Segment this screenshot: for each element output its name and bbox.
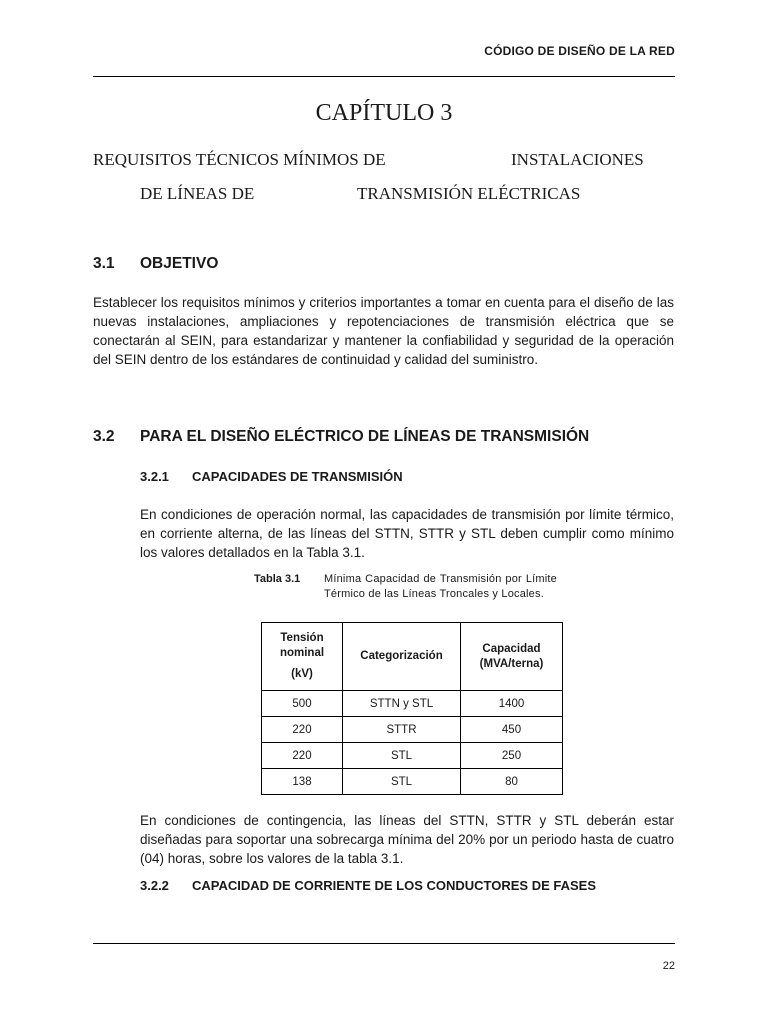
header-capacity: [461, 623, 563, 691]
page-number: 22: [662, 960, 675, 972]
table-header-row: [262, 623, 563, 691]
capacities-paragraph: En condiciones de operación normal, las capacidades de transmisión por límite térmico, en corriente alterna, de las líneas del STTN, STTR y STL deben cumplir como mínimo los valores detallados en la Tabla 3.1.: [140, 507, 674, 560]
contingency-paragraph: En condiciones de contingencia, las líneas del STTN, STTR y STL deberán estar diseñadas para soportar una sobrecarga mínima del 20% por un periodo hasta de cuatro (04) horas, sobre los valores de la tabla 3.1.: [140, 813, 674, 866]
section-title: OBJETIVO: [140, 255, 219, 272]
table-row: [262, 769, 563, 795]
chapter-title-part-4: TRANSMISIÓN ELÉCTRICAS: [357, 184, 581, 203]
section-number: 3.2: [93, 428, 115, 445]
subsection-number: 3.2.1: [140, 469, 169, 484]
chapter-title-part-3: DE LÍNEAS DE: [140, 184, 255, 203]
header-capacity-unit: (MVA/terna): [479, 657, 544, 670]
capacity-table: [261, 622, 563, 795]
header-category: Categorización: [343, 623, 461, 691]
subsection-title: CAPACIDADES DE TRANSMISIÓN: [192, 469, 403, 484]
header-voltage-unit: (kV): [291, 668, 313, 680]
table-cell: 450: [461, 717, 563, 743]
table-cell: STL: [343, 769, 461, 795]
header-voltage-label: Tensión nominal: [279, 632, 325, 659]
subsection-title: CAPACIDAD DE CORRIENTE DE LOS CONDUCTORES DE FASES: [192, 878, 597, 893]
running-title: CÓDIGO DE DISEÑO DE LA RED: [484, 44, 675, 58]
chapter-label: CAPÍTULO 3: [315, 100, 453, 126]
table-cell: 250: [461, 743, 563, 769]
header-voltage: [262, 623, 343, 691]
table-cell: STTR: [343, 717, 461, 743]
table-cell: 220: [262, 743, 343, 769]
table-cell: 1400: [461, 691, 563, 717]
table-cell: 500: [262, 691, 343, 717]
page-footer: [93, 943, 675, 972]
chapter-title-part-1: REQUISITOS TÉCNICOS MÍNIMOS DE: [93, 150, 386, 169]
chapter-title-part-2: INSTALACIONES: [511, 150, 644, 169]
table-row: [262, 743, 563, 769]
table-cell: 220: [262, 717, 343, 743]
table-cell: 138: [262, 769, 343, 795]
table-cell: 80: [461, 769, 563, 795]
subsection-heading-3-2-2: [140, 878, 597, 893]
header-capacity-label: Capacidad: [482, 642, 541, 655]
section-title: PARA EL DISEÑO ELÉCTRICO DE LÍNEAS DE TRANSMISIÓN: [140, 428, 590, 445]
table-row: [262, 691, 563, 717]
subsection-heading-3-2-1: [140, 469, 403, 484]
table-cell: STL: [343, 743, 461, 769]
table-row: [262, 717, 563, 743]
section-number: 3.1: [93, 255, 115, 272]
table-caption-text: Mínima Capacidad de Transmisión por Límite Térmico de las Líneas Troncales y Locales.: [324, 573, 557, 600]
page-header: [93, 40, 675, 77]
subsection-number: 3.2.2: [140, 878, 169, 893]
objective-paragraph: Establecer los requisitos mínimos y criterios importantes a tomar en cuenta para el diseño de las nuevas instalaciones, ampliaciones y repotenciaciones de transmisión eléctrica que se conectarán al SEIN, para estandarizar y mantener la confiabilidad y seguridad de la operación del SEIN dentro de los estándares de continuidad y calidad del suministro.: [93, 295, 674, 367]
table-cell: STTN y STL: [343, 691, 461, 717]
table-caption-label: Tabla 3.1: [254, 573, 301, 585]
